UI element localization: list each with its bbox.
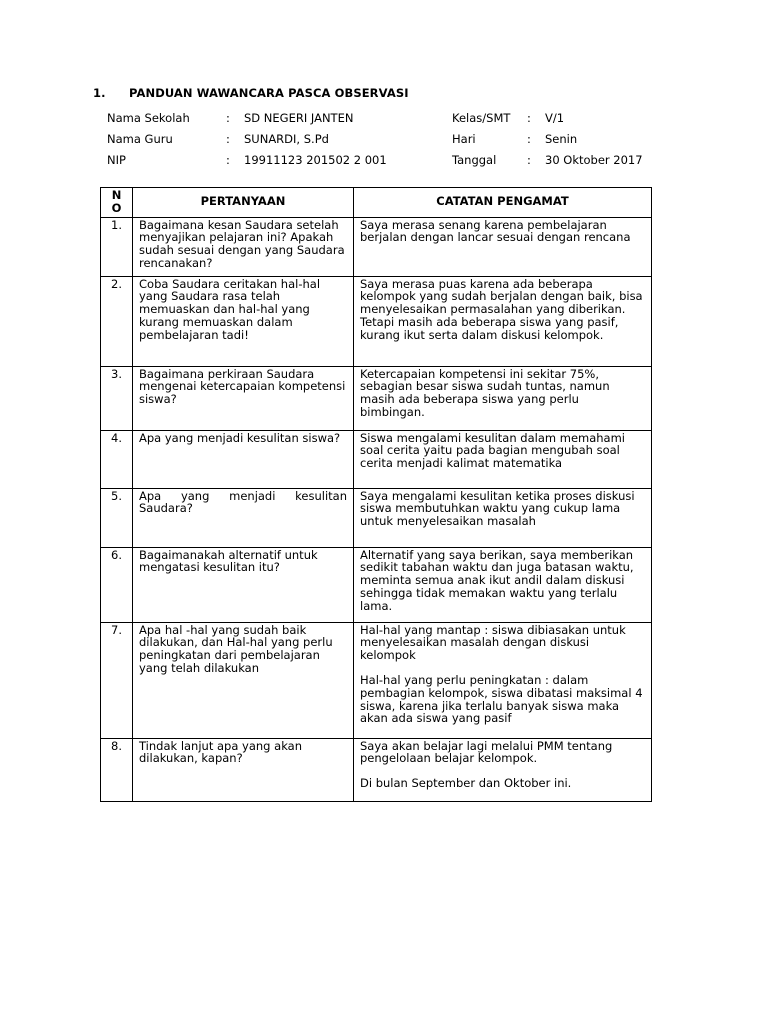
- document-heading: [93, 86, 409, 100]
- table-row: [101, 547, 652, 622]
- row-question: Bagaimana perkiraan Saudara mengenai ketercapaian kompetensi siswa?: [133, 366, 354, 430]
- row-notes: [354, 366, 652, 430]
- note-paragraph: Saya mengalami kesulitan ketika proses diskusi siswa membutuhkan waktu yang cukup lama untuk menyelesaikan masalah: [360, 488, 635, 529]
- row-number: 7.: [101, 622, 133, 738]
- row-number: 5.: [101, 488, 133, 547]
- row-question: Apa hal -hal yang sudah baik dilakukan, dan Hal-hal yang perlu peningkatan dari pembelajaran yang telah dilakukan: [133, 622, 354, 738]
- row-question: Bagaimana kesan Saudara setelah menyajikan pelajaran ini? Apakah sudah sesuai dengan yang Saudara rencanakan?: [133, 217, 354, 276]
- row-number: 8.: [101, 738, 133, 801]
- info-label: Kelas/SMT: [452, 111, 511, 125]
- info-separator: :: [226, 111, 230, 125]
- info-label: Nama Sekolah: [107, 111, 190, 125]
- info-value: 30 Oktober 2017: [545, 153, 643, 167]
- info-value: 19911123 201502 2 001: [244, 153, 387, 167]
- info-value: Senin: [545, 132, 578, 146]
- info-label: Nama Guru: [107, 132, 173, 146]
- table-row: [101, 738, 652, 801]
- row-notes: [354, 430, 652, 488]
- info-separator: :: [527, 132, 531, 146]
- header-question: PERTANYAAN: [133, 188, 354, 218]
- info-label: Hari: [452, 132, 476, 146]
- info-separator: :: [226, 153, 230, 167]
- table-row: [101, 430, 652, 488]
- row-number: 4.: [101, 430, 133, 488]
- info-label: NIP: [107, 153, 126, 167]
- row-question: Apa yang menjadi kesulitan siswa?: [133, 430, 354, 488]
- note-paragraph: Saya merasa puas karena ada beberapa kelompok yang sudah berjalan dengan baik, bisa menyelesaikan permasalahan yang diberikan. Tetapi masih ada beberapa siswa yang pasif, kurang ikut serta dalam diskusi kelompok.: [360, 276, 643, 342]
- info-separator: :: [527, 153, 531, 167]
- row-question: Apa yang menjadi kesulitan Saudara?: [133, 488, 354, 547]
- heading-title: PANDUAN WAWANCARA PASCA OBSERVASI: [129, 86, 409, 100]
- note-paragraph: Hal-hal yang perlu peningkatan : dalam pembagian kelompok, siswa dibatasi maksimal 4 siswa, karena jika terlalu banyak siswa maka akan ada siswa yang pasif: [360, 672, 643, 726]
- note-paragraph: Alternatif yang saya berikan, saya memberikan sedikit tabahan waktu dan juga batasan waktu, meminta semua anak ikut andil dalam diskusi sehingga tidak memakan waktu yang terlalu lama.: [360, 547, 634, 613]
- table-row: [101, 488, 652, 547]
- row-notes: [354, 622, 652, 738]
- row-question: Tindak lanjut apa yang akan dilakukan, kapan?: [133, 738, 354, 801]
- header-no: [101, 188, 133, 218]
- note-paragraph: Hal-hal yang mantap : siswa dibiasakan untuk menyelesaikan masalah dengan diskusi kelompok: [360, 622, 626, 663]
- table-row: [101, 276, 652, 366]
- info-label: Tanggal: [452, 153, 497, 167]
- note-paragraph: Saya merasa senang karena pembelajaran berjalan dengan lancar sesuai dengan rencana: [360, 217, 631, 245]
- note-paragraph: Di bulan September dan Oktober ini.: [360, 776, 572, 791]
- info-value: SUNARDI, S.Pd: [244, 132, 329, 146]
- row-number: 2.: [101, 276, 133, 366]
- row-number: 3.: [101, 366, 133, 430]
- table-header-row: [101, 188, 652, 218]
- info-value: SD NEGERI JANTEN: [244, 111, 354, 125]
- info-separator: :: [527, 111, 531, 125]
- table-row: [101, 366, 652, 430]
- row-notes: [354, 738, 652, 801]
- interview-table: [100, 187, 652, 802]
- row-number: 6.: [101, 547, 133, 622]
- header-notes: CATATAN PENGAMAT: [354, 188, 652, 218]
- row-notes: [354, 217, 652, 276]
- row-number: 1.: [101, 217, 133, 276]
- info-value: V/1: [545, 111, 565, 125]
- row-notes: [354, 488, 652, 547]
- row-notes: [354, 276, 652, 366]
- table-row: [101, 622, 652, 738]
- header-no-line2: O: [111, 200, 122, 215]
- note-paragraph: Siswa mengalami kesulitan dalam memahami soal cerita yaitu pada bagian mengubah soal cerita menjadi kalimat matematika: [360, 430, 626, 471]
- table-row: [101, 217, 652, 276]
- note-paragraph: Saya akan belajar lagi melalui PMM tentang pengelolaan belajar kelompok.: [360, 738, 613, 766]
- row-question: Bagaimanakah alternatif untuk mengatasi kesulitan itu?: [133, 547, 354, 622]
- heading-number: 1.: [93, 86, 106, 100]
- row-notes: [354, 547, 652, 622]
- note-paragraph: Ketercapaian kompetensi ini sekitar 75%, sebagian besar siswa sudah tuntas, namun masih ada beberapa siswa yang perlu bimbingan.: [360, 366, 610, 419]
- info-separator: :: [226, 132, 230, 146]
- row-question: Coba Saudara ceritakan hal-hal yang Saudara rasa telah memuaskan dan hal-hal yang kurang memuaskan dalam pembelajaran tadi!: [133, 276, 354, 366]
- header-no-line1: N: [111, 188, 122, 202]
